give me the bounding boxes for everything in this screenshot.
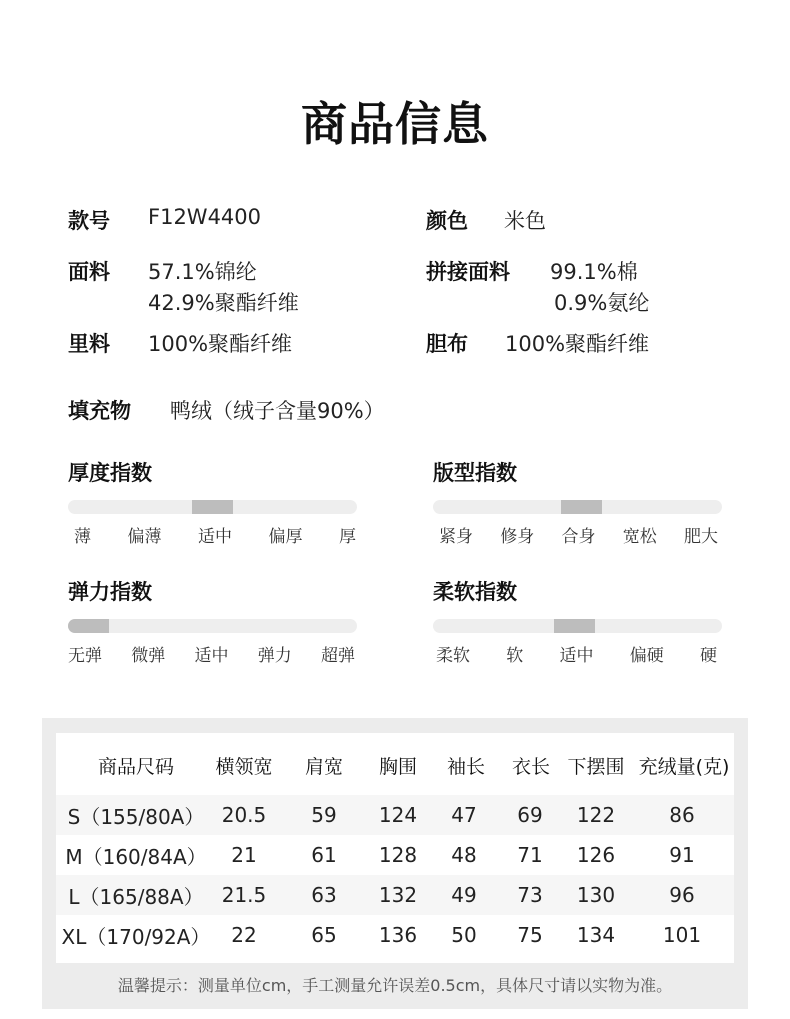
color-value: 米色	[504, 209, 546, 233]
table-cell: 47	[451, 803, 477, 827]
softness-tick: 适中	[559, 646, 594, 666]
style-number-value: F12W4400	[148, 205, 262, 229]
thickness-tick: 厚	[339, 527, 356, 547]
measurement-note: 温馨提示：测量单位cm，手工测量允许误差0.5cm，具体尺寸请以实物为准。	[117, 976, 673, 995]
table-cell: 69	[517, 803, 543, 827]
table-cell: 59	[311, 803, 337, 827]
thickness-index-title: 厚度指数	[68, 461, 152, 485]
elasticity-tick: 微弹	[131, 646, 166, 666]
header-sleeve: 袖长	[446, 755, 485, 778]
thickness-tick: 偏厚	[268, 527, 303, 547]
header-size: 商品尺码	[97, 755, 174, 778]
table-cell: 128	[378, 843, 418, 867]
table-cell: 75	[517, 923, 543, 947]
fit-tick: 修身	[500, 527, 535, 547]
fit-index-track	[433, 500, 722, 514]
bladder-value: 100%聚酯纤维	[505, 332, 650, 356]
table-row	[56, 835, 734, 875]
table-cell: 48	[451, 843, 477, 867]
elasticity-tick: 无弹	[68, 646, 102, 666]
fit-tick: 宽松	[622, 527, 657, 547]
table-cell: 132	[378, 883, 418, 907]
elasticity-index-indicator	[68, 619, 109, 633]
elasticity-index-ticks	[68, 641, 355, 666]
size-cell: L（165/88A）	[68, 884, 204, 909]
table-cell: 136	[378, 923, 418, 947]
elasticity-tick: 超弹	[321, 646, 355, 666]
fabric-value-1: 57.1%锦纶	[148, 260, 257, 284]
header-collar-width: 横领宽	[215, 755, 273, 778]
table-cell: 86	[669, 803, 695, 827]
fit-index-indicator	[561, 500, 602, 514]
softness-index-indicator	[554, 619, 595, 633]
fit-tick: 肥大	[684, 527, 718, 547]
fabric-value-2: 42.9%聚酯纤维	[148, 291, 299, 315]
filling-value: 鸭绒（绒子含量90%）	[170, 399, 385, 423]
table-cell: 61	[311, 843, 337, 867]
table-row	[56, 795, 734, 835]
thickness-index-indicator	[192, 500, 233, 514]
header-chest: 胸围	[378, 755, 417, 778]
table-cell: 101	[662, 923, 702, 947]
table-cell: 63	[311, 883, 337, 907]
elasticity-tick: 弹力	[257, 646, 292, 666]
table-cell: 130	[576, 883, 616, 907]
thickness-tick: 偏薄	[127, 527, 162, 547]
fabric-label: 面料	[68, 260, 110, 284]
header-length: 衣长	[511, 755, 550, 778]
size-table-header	[56, 743, 734, 787]
fit-index-ticks	[439, 522, 718, 547]
softness-tick: 柔软	[436, 646, 470, 666]
lining-label: 里料	[68, 332, 110, 356]
softness-index-title: 柔软指数	[433, 580, 517, 604]
header-shoulder: 肩宽	[304, 755, 343, 778]
splice-fabric-value-1: 99.1%棉	[550, 260, 638, 284]
size-table	[56, 733, 734, 963]
size-cell: M（160/84A）	[65, 844, 207, 869]
size-table-panel	[42, 718, 748, 1009]
splice-fabric-label: 拼接面料	[426, 260, 510, 284]
table-cell: 22	[231, 923, 257, 947]
softness-tick: 软	[506, 646, 524, 666]
table-cell: 124	[378, 803, 418, 827]
table-cell: 91	[669, 843, 695, 867]
table-cell: 71	[517, 843, 543, 867]
page-title: 商品信息	[301, 97, 489, 151]
table-row	[56, 915, 734, 955]
table-cell: 126	[576, 843, 616, 867]
elasticity-index-title: 弹力指数	[68, 580, 152, 604]
color-label: 颜色	[426, 209, 468, 233]
table-cell: 134	[576, 923, 616, 947]
fit-tick: 合身	[561, 527, 596, 547]
thickness-tick: 薄	[74, 527, 91, 547]
header-hem: 下摆围	[567, 755, 625, 778]
table-row	[56, 875, 734, 915]
softness-index-track	[433, 619, 722, 633]
bladder-label: 胆布	[426, 332, 468, 356]
softness-tick: 硬	[700, 646, 717, 666]
thickness-index-ticks	[74, 522, 356, 547]
table-cell: 49	[451, 883, 477, 907]
softness-tick: 偏硬	[629, 646, 664, 666]
elasticity-tick: 适中	[194, 646, 229, 666]
elasticity-index-track	[68, 619, 357, 633]
table-cell: 122	[576, 803, 616, 827]
table-cell: 96	[669, 883, 695, 907]
table-cell: 73	[517, 883, 543, 907]
table-cell: 50	[451, 923, 477, 947]
table-cell: 21	[231, 843, 257, 867]
size-cell: S（155/80A）	[67, 804, 205, 829]
fit-tick: 紧身	[439, 527, 473, 547]
thickness-tick: 适中	[198, 527, 232, 547]
table-cell: 20.5	[221, 803, 267, 827]
fit-index-title: 版型指数	[433, 461, 517, 485]
size-cell: XL（170/92A）	[61, 924, 211, 949]
filling-label: 填充物	[68, 399, 131, 423]
table-cell: 21.5	[221, 883, 267, 907]
header-down-fill: 充绒量(克)	[638, 755, 730, 778]
table-cell: 65	[311, 923, 337, 947]
splice-fabric-value-2: 0.9%氨纶	[554, 291, 650, 315]
thickness-index-track	[68, 500, 357, 514]
softness-index-ticks	[436, 641, 717, 666]
lining-value: 100%聚酯纤维	[148, 332, 293, 356]
style-number-label: 款号	[68, 209, 110, 233]
